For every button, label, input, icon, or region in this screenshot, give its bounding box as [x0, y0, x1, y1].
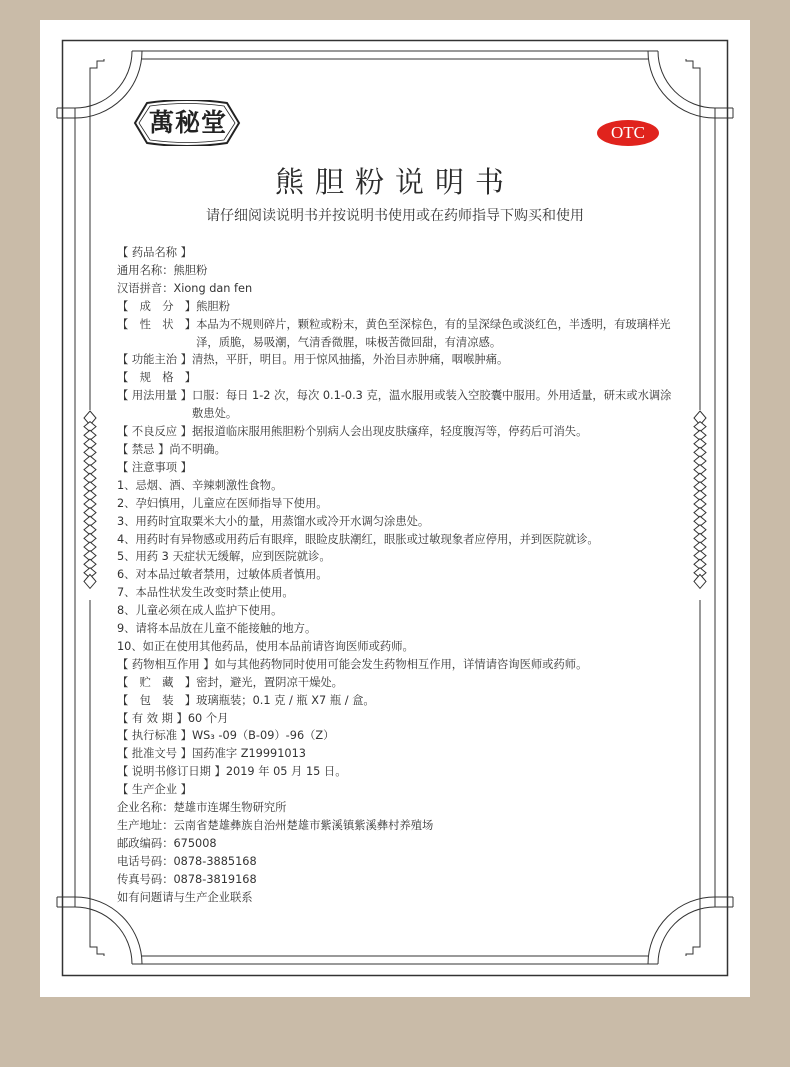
row-label: 【 批准文号 】 — [117, 747, 192, 761]
leaflet-row — [117, 745, 677, 763]
leaflet-row — [117, 620, 677, 638]
row-value: 口服：每日 1-2 次，每次 0.1-0.3 克，温水服用或装入空胶囊中服用。外用适量，研末或水调涂敷患处。 — [191, 389, 672, 421]
diamond-chain-link — [84, 574, 96, 588]
page-subtitle: 请仔细阅读说明书并按说明书使用或在药师指导下购买和使用 — [206, 208, 584, 224]
row-label: 7、 — [117, 586, 136, 600]
row-label: 生产地址： — [117, 819, 174, 832]
row-value: 国药准字 Z19991013 — [191, 747, 306, 761]
row-label: 【 禁忌 】 — [117, 442, 170, 456]
row-label: 1、 — [117, 478, 136, 492]
leaflet-row — [117, 853, 677, 871]
row-label: 【 成 分 】 — [117, 299, 197, 313]
row-label: 10、 — [117, 639, 143, 653]
leaflet-row — [117, 674, 677, 692]
otc-badge: OTC — [597, 120, 659, 146]
row-label: 【 功能主治 】 — [117, 353, 192, 367]
leaflet-row — [117, 369, 677, 387]
row-label: 【 注意事项 】 — [117, 460, 192, 474]
row-value: 楚雄市连墀生物研究所 — [173, 801, 287, 815]
leaflet-row — [117, 656, 677, 674]
row-label: 邮政编码： — [117, 836, 174, 850]
leaflet-row — [117, 262, 677, 280]
leaflet-row — [117, 244, 677, 262]
row-value: 孕妇慎用，儿童应在医师指导下使用。 — [135, 496, 328, 510]
leaflet-row — [117, 441, 677, 459]
row-value: 对本品过敏者禁用，过敏体质者慎用。 — [135, 568, 328, 582]
row-value: 本品性状发生改变时禁止使用。 — [135, 586, 294, 600]
leaflet-row — [117, 584, 677, 602]
leaflet-row — [117, 799, 677, 817]
row-label: 【 有 效 期 】 — [117, 711, 188, 725]
row-value: 如正在使用其他药品，使用本品前请咨询医师或药师。 — [142, 639, 414, 653]
leaflet-row — [117, 710, 677, 728]
row-value: 熊胆粉 — [173, 263, 208, 277]
row-value: 如与其他药物同时使用可能会发生药物相互作用，详情请咨询医师或药师。 — [214, 657, 588, 671]
row-label: 如有问题请与生产企业联系 — [117, 890, 253, 904]
row-label: 企业名称： — [117, 801, 174, 815]
leaflet-row — [117, 495, 677, 513]
row-label: 通用名称： — [117, 263, 174, 277]
row-label: 【 不良反应 】 — [117, 425, 192, 439]
frame-corner-ornament — [57, 897, 142, 964]
leaflet-row — [117, 638, 677, 656]
leaflet-row — [117, 727, 677, 745]
row-value: 清热，平肝，明目。用于惊风抽搐，外治目赤肿痛，咽喉肿痛。 — [191, 353, 509, 367]
row-label: 8、 — [117, 604, 136, 618]
row-label: 【 生产企业 】 — [117, 783, 192, 797]
row-label: 【 用法用量 】 — [117, 389, 192, 403]
row-value: 熊胆粉 — [196, 299, 230, 313]
leaflet-row — [117, 459, 677, 477]
leaflet-row — [117, 423, 677, 441]
leaflet-row — [117, 548, 677, 566]
leaflet-row — [117, 781, 677, 799]
leaflet-row — [117, 763, 677, 781]
row-label: 2、 — [117, 496, 136, 510]
row-value: 用药 3 天症状无缓解，应到医院就诊。 — [135, 550, 331, 564]
frame-corner-ornament — [57, 51, 142, 118]
row-value: 尚不明确。 — [169, 442, 226, 456]
leaflet-body — [117, 244, 677, 907]
frame-corner-ornament — [648, 897, 733, 964]
row-value: 据报道临床服用熊胆粉个别病人会出现皮肤瘙痒，轻度腹泻等，停药后可消失。 — [191, 425, 588, 439]
row-value: 60 个月 — [187, 711, 229, 725]
row-label: 【 执行标准 】 — [117, 729, 192, 743]
row-label: 3、 — [117, 514, 136, 528]
leaflet-row — [117, 889, 677, 907]
row-value: 用药时宜取粟米大小的量，用蒸馏水或冷开水调匀涂患处。 — [135, 514, 430, 528]
row-value: 0878-3819168 — [173, 872, 257, 886]
row-label: 6、 — [117, 568, 136, 582]
leaflet-row — [117, 817, 677, 835]
frame-corner-ornament — [648, 51, 733, 118]
row-label: 【 贮 藏 】 — [117, 675, 197, 689]
leaflet-row — [117, 692, 677, 710]
row-value: WS₃ -09（B-09）-96（Z） — [191, 729, 335, 743]
row-value: 忌烟、酒、辛辣刺激性食物。 — [135, 478, 283, 492]
row-label: 【 包 装 】 — [117, 693, 197, 707]
row-value: 0878-3885168 — [173, 854, 257, 868]
row-label: 5、 — [117, 550, 136, 564]
row-label: 【 说明书修订日期 】 — [117, 765, 226, 779]
leaflet-row — [117, 477, 677, 495]
leaflet-row — [117, 387, 677, 423]
row-value: 云南省楚雄彝族自治州楚雄市紫溪镇紫溪彝村养殖场 — [173, 819, 434, 832]
leaflet-row — [117, 298, 677, 316]
diamond-chain-link — [694, 574, 706, 588]
leaflet-row — [117, 602, 677, 620]
row-value: 儿童必须在成人监护下使用。 — [135, 604, 283, 618]
row-label: 【 药品名称 】 — [117, 246, 192, 259]
brand-logo-text: 萬秘堂 — [148, 108, 227, 137]
leaflet-row — [117, 566, 677, 584]
leaflet-row — [117, 871, 677, 889]
leaflet-row — [117, 316, 677, 352]
row-label: 【 规 格 】 — [117, 371, 197, 385]
row-value: 密封，避光，置阴凉干燥处。 — [196, 675, 343, 689]
leaflet-row — [117, 513, 677, 531]
row-label: 传真号码： — [117, 872, 174, 886]
row-label: 【 性 状 】 — [117, 317, 197, 331]
row-label: 电话号码： — [117, 854, 174, 868]
leaflet-row — [117, 531, 677, 549]
row-label: 9、 — [117, 622, 136, 636]
row-value: 请将本品放在儿童不能接触的地方。 — [135, 622, 317, 636]
row-label: 【 药物相互作用 】 — [117, 657, 215, 671]
row-value: 用药时有异物感或用药后有眼痒，眼睑皮肤潮红，眼胀或过敏现象者应停用，并到医院就诊。 — [135, 532, 599, 546]
row-value: 本品为不规则碎片，颗粒或粉末，黄色至深棕色，有的呈深绿色或淡红色，半透明，有玻璃样光泽，质脆，易吸潮，气清香微腥，味极苦微回甜，有清凉感。 — [196, 317, 671, 349]
row-value: 玻璃瓶装；0.1 克 / 瓶 X7 瓶 / 盒。 — [196, 693, 375, 707]
leaflet-row — [117, 351, 677, 369]
leaflet-row — [117, 280, 677, 298]
leaflet-row — [117, 835, 677, 853]
row-value: 675008 — [173, 836, 217, 850]
row-value: Xiong dan fen — [173, 281, 253, 295]
row-value: 2019 年 05 月 15 日。 — [225, 765, 347, 779]
row-label: 汉语拼音： — [117, 281, 174, 295]
row-label: 4、 — [117, 532, 136, 546]
page-title: 熊胆粉说明书 — [274, 165, 515, 199]
